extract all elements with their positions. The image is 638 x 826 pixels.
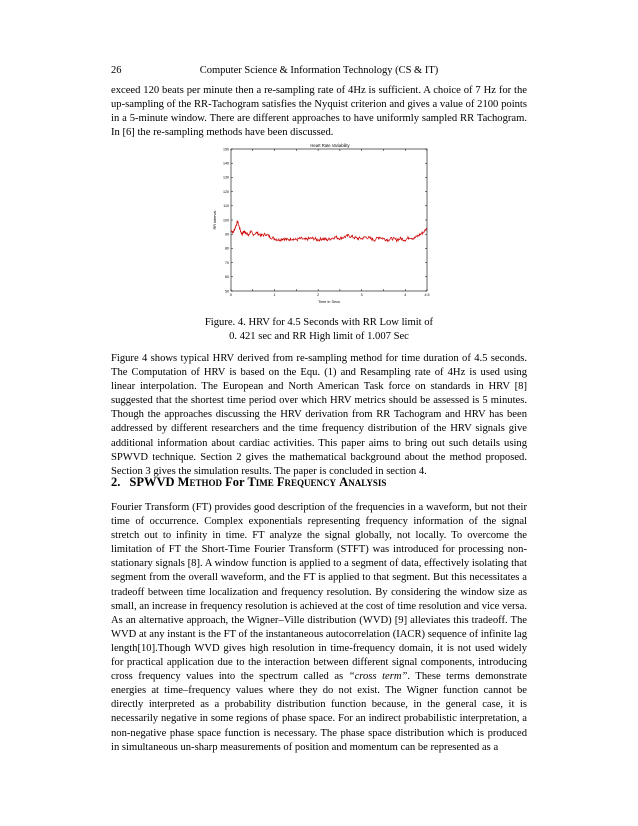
- section2-text: Fourier Transform (FT) provides good description of the frequencies in a waveform, but not their time of occurrence. Complex exponentials representing frequency information of the signal stretch out to infinity in time. FT analyze the signal globally, not locally. To overcome the limitation of FT the Short-Time Fourier Transform (STFT) was introduced for processing non-stationary signals [8]. A window function is applied to a segment of data, effectively isolating that segment from the overall waveform, and the FT is applied to that segment. But this necessitates a tradeoff between time localization and frequency resolution. By considering the window size as small, an increase in frequency resolution is achieved at the cost of time resolution and vice versa. As an alternative approach, the Wigner–Ville distribution (WVD) [9] alleviates this tradeoff. The WVD at any instant is the FT of the instantaneous autocorrelation (IACR) sequence of infinite lag length[10].Though WVD gives high resolution in time-frequency domain, it is not used widely for practical application due to the interaction between different signal components, introducing cross frequency values into the spectrum called as: [111, 502, 527, 683]
- x-tick-label: 4.5: [424, 293, 430, 297]
- y-tick-label: 70: [225, 260, 229, 265]
- x-axis: [230, 149, 430, 297]
- hrv-series-line: [231, 221, 427, 242]
- y-axis: [223, 147, 427, 293]
- y-axis-label: RR interval: [213, 210, 217, 230]
- section-title-part: Time: [247, 475, 274, 489]
- y-tick-label: 130: [223, 175, 229, 180]
- y-tick-label: 120: [223, 189, 229, 194]
- figure-caption: [111, 316, 527, 344]
- hrv-line-chart: [210, 140, 442, 305]
- y-tick-label: 50: [225, 289, 229, 294]
- plot-frame: [231, 149, 427, 291]
- x-tick-label: 1: [273, 293, 276, 297]
- y-tick-label: 140: [223, 161, 229, 166]
- section-title-part: Method: [177, 475, 222, 489]
- section2-paragraph: [111, 501, 527, 755]
- x-tick-label: 4: [404, 293, 407, 297]
- y-tick-label: 60: [225, 275, 229, 280]
- chart-title: Heart Rate Variability: [310, 143, 350, 148]
- caption-line-1: Figure. 4. HRV for 4.5 Seconds with RR Low limit of: [204, 317, 434, 328]
- x-tick-label: 3: [360, 293, 363, 297]
- cross-term-phrase: “cross term”: [348, 671, 408, 683]
- section-title-part: For: [221, 475, 248, 489]
- section2-text-continued: . These terms demonstrate energies at time–frequency values where they do not exist. The Wigner function cannot be directly interpreted as a probability distribution function because, in the general case, it is necessarily negative in some regions of phase space. For an indirect probabilistic interpretation, a non-negative phase space function is necessary. The phase space distribution which is produced in simultaneous un-sharp measurements of position and momentum can be represented as a: [111, 671, 527, 753]
- y-tick-label: 110: [223, 204, 229, 209]
- section-title-part: Frequency: [276, 475, 337, 489]
- y-tick-label: 80: [225, 246, 229, 251]
- x-axis-label: Time in Secs: [318, 300, 340, 304]
- section-title-part: Analysis: [339, 475, 387, 489]
- y-tick-label: 100: [223, 218, 229, 223]
- section-heading: [111, 475, 527, 490]
- figure-discussion-paragraph: Figure 4 shows typical HRV derived from re-sampling method for time duration of 4.5 seconds. The Computation of HRV is based on the Equ. (1) and Resampling rate of 4Hz is used using linear interpolation. The European and North American Task force on standards in HRV [8] suggested that the shortest time period over which HRV metrics should be assessed is 5 minutes. Though the approaches discussing the HRV derivation from RR Tachogram and HRV has been addressed by different researchers and the time frequency distribution of the HRV signals give additional information about cardiac activities. This paper aims to bring out such details using SPWVD technique. Section 2 gives the mathematical background about the method proposed. Section 3 gives the simulation results. The paper is concluded in section 4.: [111, 353, 527, 477]
- x-tick-label: 0: [230, 293, 232, 297]
- y-tick-label: 150: [223, 147, 229, 152]
- intro-paragraph: exceed 120 beats per minute then a re-sampling rate of 4Hz is sufficient. A choice of 7 Hz for the up-sampling of the RR-Tachogram satisfies the Nyquist criterion and gives a value of 2100 points in a 5-minute window. There are different approaches to have uniformly sampled RR Tachogram. In [6] the re-sampling methods have been discussed.: [111, 85, 527, 139]
- section-title-part: SPWVD: [129, 475, 178, 489]
- y-tick-label: 90: [225, 232, 229, 237]
- page-number: 26: [111, 65, 122, 76]
- x-tick-label: 2: [317, 293, 320, 297]
- journal-title: Computer Science & Information Technology (CS & IT): [199, 65, 439, 76]
- caption-line-2: 0. 421 sec and RR High limit of 1.007 Sec: [229, 331, 409, 342]
- section-number: 2.: [111, 475, 121, 489]
